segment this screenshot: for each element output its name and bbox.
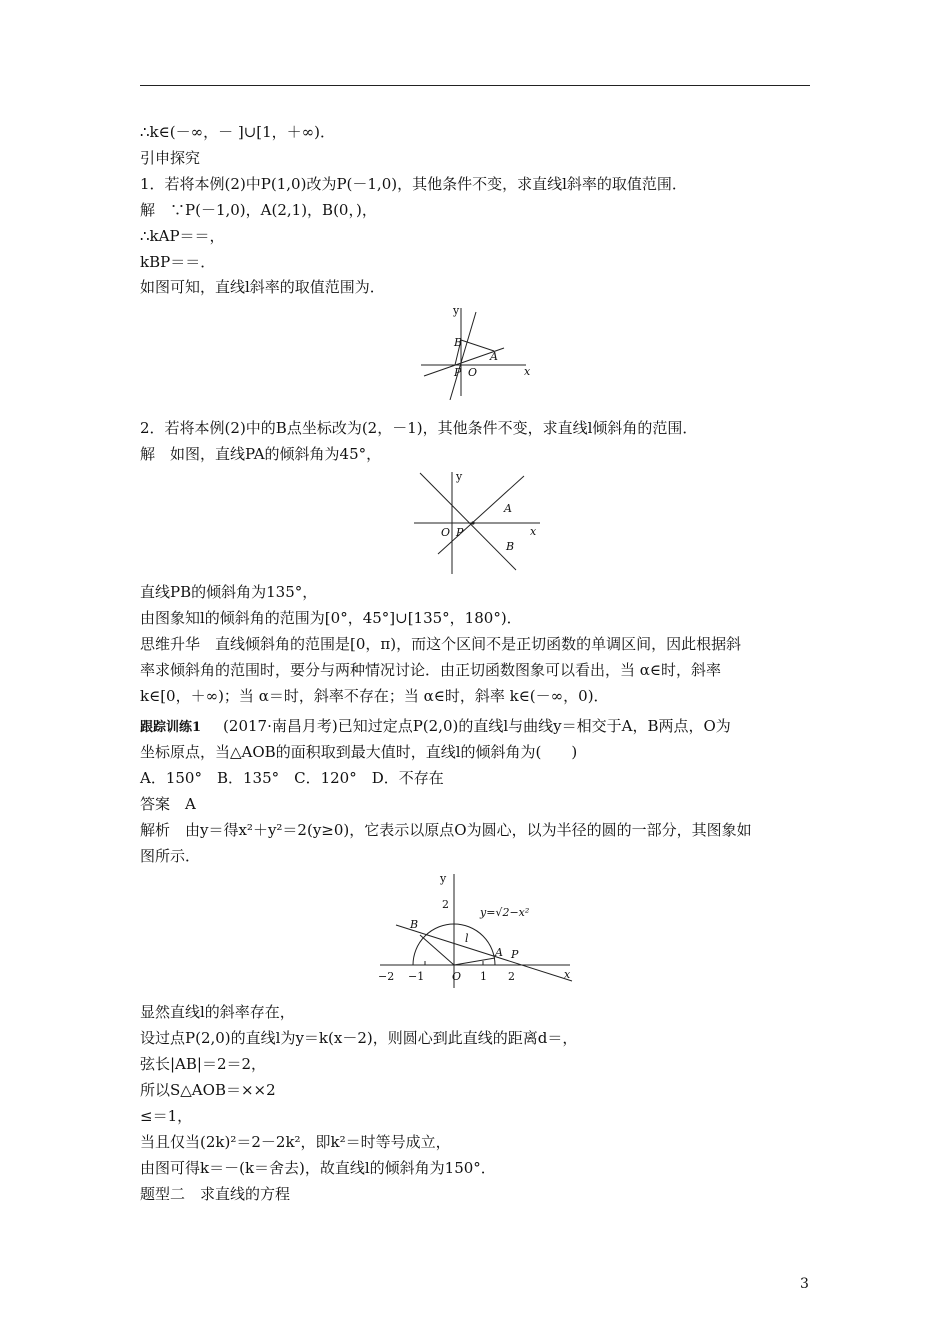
fig3-tick-minus-1: −1 (408, 970, 425, 983)
fig2-point-a: A (504, 502, 512, 515)
text-line: 直线PB的倾斜角为135°， (140, 583, 318, 601)
exercise-label: 跟踪训练1 (140, 720, 202, 735)
figure-3 (376, 868, 576, 992)
fig3-line-l: l (465, 932, 469, 945)
fig3-y-label: y (440, 872, 447, 885)
fig3-point-p: P (511, 948, 519, 961)
text-line: 弦长|AB|＝2＝2， (140, 1055, 267, 1073)
fig2-point-b: B (506, 540, 515, 553)
fig2-y-label: y (456, 470, 463, 483)
answer: 答案 A (140, 795, 196, 813)
text-line: 所以S△AOB＝××2 (140, 1081, 276, 1099)
exercise-text: (2017·南昌月考)已知过定点P(2,0)的直线l与曲线y＝相交于A，B两点，O为 (223, 717, 731, 735)
choices: A．150° B．135° C．120° D．不存在 (140, 769, 444, 787)
fig3-curve-label: y=√2−x² (480, 906, 530, 919)
text-line: ≤＝1， (140, 1107, 193, 1125)
fig2-x-label: x (530, 525, 537, 538)
page-number: 3 (800, 1276, 809, 1292)
fig1-origin: O (468, 366, 478, 379)
fig1-point-b: B (454, 336, 463, 349)
text-line: 当且仅当(2k)²＝2－2k²，即k²＝时等号成立， (140, 1133, 451, 1151)
fig1-y-label: y (453, 304, 460, 317)
text-line: ∴k∈(－∞，－ ]∪[1，＋∞)． (140, 123, 336, 141)
fig3-tick-2: 2 (442, 898, 449, 911)
summary-line: k∈[0，＋∞)；当 α＝时，斜率不存在；当 α∈时，斜率 k∈(－∞，0)． (140, 687, 609, 705)
fig1-point-a: A (490, 350, 498, 363)
exercise-line (140, 716, 731, 738)
analysis-line: 解析 由y＝得x²＋y²＝2(y≥0)，它表示以原点O为圆心，以为半径的圆的一部分，其图象如 (140, 821, 752, 839)
text-line: 由图可得k＝－(k＝舍去)，故直线l的倾斜角为150°． (140, 1159, 496, 1177)
fig1-x-label: x (524, 365, 531, 378)
text-line: kBP＝＝． (140, 253, 216, 271)
question-1: 1．若将本例(2)中P(1,0)改为P(－1,0)，其他条件不变，求直线l斜率的取值范围． (140, 175, 687, 193)
figure-2 (412, 468, 544, 576)
question-2: 2．若将本例(2)中的B点坐标改为(2，－1)，其他条件不变，求直线l倾斜角的范围． (140, 419, 698, 437)
text-line: 如图可知，直线l斜率的取值范围为． (140, 278, 385, 296)
fig3-tick-2-x: 2 (508, 970, 515, 983)
fig3-point-a: A (495, 946, 503, 959)
fig3-tick-1: 1 (480, 970, 487, 983)
text-line: 解 如图，直线PA的倾斜角为45°， (140, 445, 382, 463)
text-line: 设过点P(2,0)的直线l为y＝k(x－2)，则圆心到此直线的距离d＝， (140, 1029, 578, 1047)
fig3-x-label: x (564, 968, 571, 981)
fig3-point-b: B (410, 918, 419, 931)
text-line: 坐标原点，当△AOB的面积取到最大值时，直线l的倾斜角为( ) (140, 743, 578, 761)
fig1-point-p: P (454, 366, 462, 379)
text-line: 显然直线l的斜率存在， (140, 1003, 295, 1021)
header-rule (140, 85, 810, 86)
fig2-origin: O (441, 526, 451, 539)
fig3-origin: O (452, 970, 462, 983)
figure-1 (416, 304, 536, 400)
section-heading: 引申探究 (140, 149, 201, 167)
fig3-tick-minus-2: −2 (378, 970, 395, 983)
summary-line: 率求倾斜角的范围时，要分与两种情况讨论．由正切函数图象可以看出，当 α∈时，斜率 (140, 661, 722, 679)
fig2-point-p: P (456, 526, 464, 539)
section-heading: 题型二 求直线的方程 (140, 1185, 291, 1203)
text-line: ∴kAP＝＝， (140, 227, 225, 245)
text-line: 解 ∵P(－1,0)，A(2,1)，B(0，)， (140, 201, 377, 219)
summary-line: 思维升华 直线倾斜角的范围是[0，π)，而这个区间不是正切函数的单调区间，因此根据斜 (140, 635, 742, 653)
text-line: 由图象知l的倾斜角的范围为[0°，45°]∪[135°，180°)． (140, 609, 522, 627)
text-line: 图所示． (140, 847, 201, 865)
